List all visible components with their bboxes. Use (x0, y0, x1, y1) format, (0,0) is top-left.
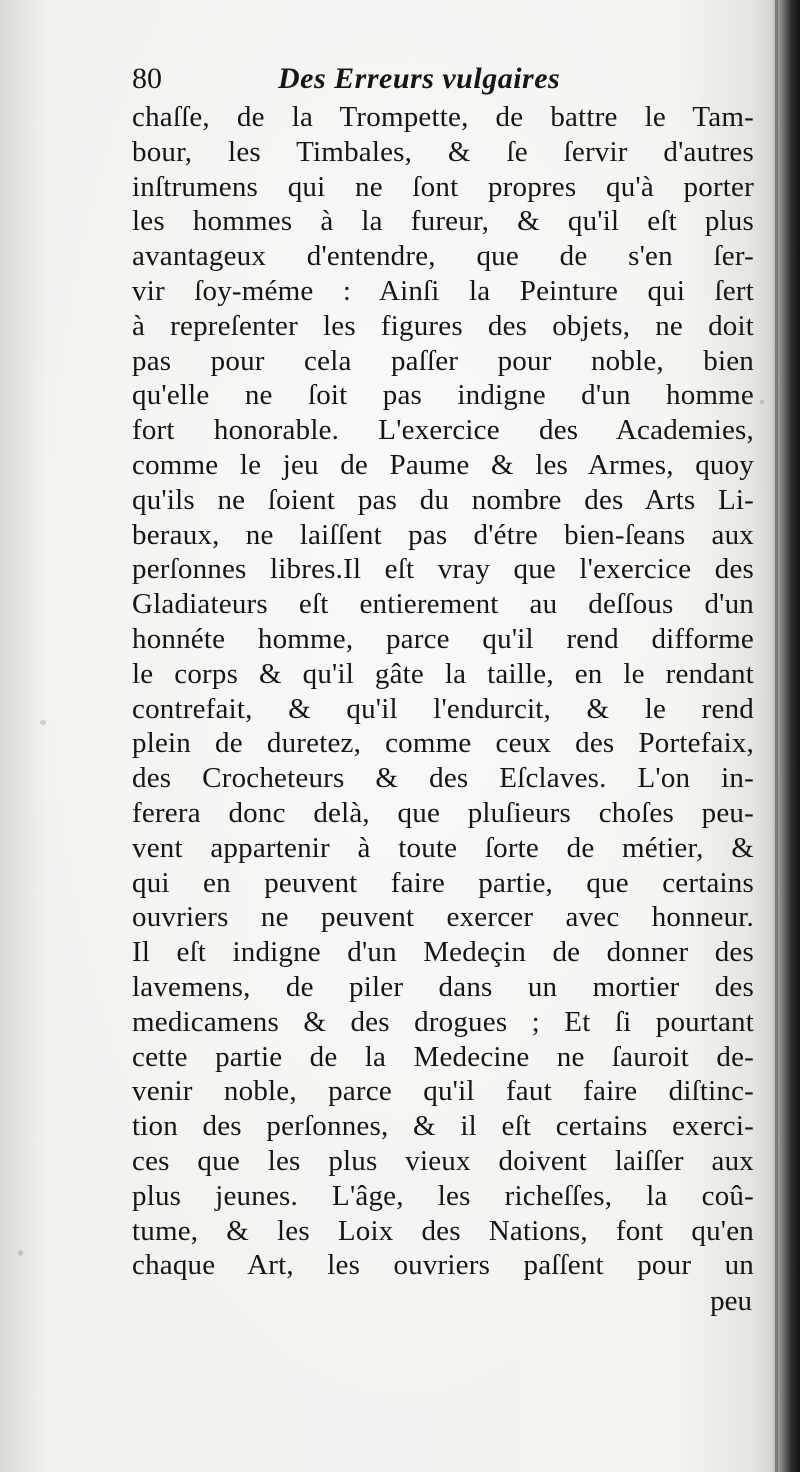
text-line: lavemens, de piler dans un mortier des (132, 970, 754, 1003)
running-header (132, 58, 754, 100)
page-edge-line (775, 0, 778, 1472)
text-line: honnéte homme, parce qu'il rend difforme (132, 622, 754, 655)
text-line: des Crocheteurs & des Eſclaves. L'on in- (132, 762, 754, 795)
text-line: cette partie de la Medecine ne ſauroit de- (132, 1040, 754, 1073)
text-line: plein de duretez, comme ceux des Portefaix, (132, 727, 754, 760)
text-line: le corps & qu'il gâte la taille, en le rendant (132, 657, 754, 690)
text-line: comme le jeu de Paume & les Armes, quoy (132, 448, 754, 481)
text-line: les hommes à la fureur, & qu'il eſt plus (132, 205, 754, 238)
text-line: ouvriers ne peuvent exercer avec honneur. (132, 901, 754, 934)
body-text (132, 100, 754, 1283)
text-line: medicamens & des drogues ; Et ſi pourtant (132, 1005, 754, 1038)
text-line: fort honorable. L'exercice des Academies, (132, 414, 754, 447)
paper-speck (760, 400, 764, 404)
text-line: pas pour cela paſſer pour noble, bien (132, 344, 754, 377)
paper-speck (18, 1250, 23, 1256)
text-line: beraux, ne laiſſent pas d'étre bien-ſeans aux (132, 518, 754, 551)
text-line: bour, les Timbales, & ſe ſervir d'autres (132, 135, 754, 168)
text-line: tume, & les Loix des Nations, font qu'en (132, 1214, 754, 1247)
text-line: plus jeunes. L'âge, les richeſſes, la coû- (132, 1179, 754, 1212)
text-line: perſonnes libres.Il eſt vray que l'exercice des (132, 553, 754, 586)
text-line: chaſſe, de la Trompette, de battre le Tam- (132, 101, 754, 133)
paper-speck (40, 720, 46, 725)
text-line: inſtrumens qui ne ſont propres qu'à porter (132, 170, 754, 203)
book-page (132, 58, 754, 1319)
text-line: contrefait, & qu'il l'endurcit, & le rend (132, 692, 754, 725)
text-line: ferera donc delà, que pluſieurs choſes peu- (132, 796, 754, 829)
text-line: venir noble, parce qu'il faut faire diſtinc- (132, 1075, 754, 1108)
text-line: qu'ils ne ſoient pas du nombre des Arts Li- (132, 483, 754, 516)
text-line: ces que les plus vieux doivent laiſſer aux (132, 1144, 754, 1177)
text-line: qu'elle ne ſoit pas indigne d'un homme (132, 379, 754, 412)
text-line: qui en peuvent faire partie, que certains (132, 866, 754, 899)
page-number: 80 (132, 62, 162, 95)
text-line: vir ſoy-méme : Ainſi la Peinture qui ſert (132, 274, 754, 307)
running-head-title: Des Erreurs vulgaires (278, 62, 561, 95)
text-line: tion des perſonnes, & il eſt certains exerci- (132, 1110, 754, 1143)
catchword: peu (710, 1285, 752, 1318)
text-line: chaque Art, les ouvriers paſſent pour un (132, 1249, 754, 1282)
text-line: Il eſt indigne d'un Medeçin de donner des (132, 936, 754, 969)
text-line: à repreſenter les figures des objets, ne doit (132, 309, 754, 342)
text-line: Gladiateurs eſt entierement au deſſous d'un (132, 588, 754, 621)
text-line: vent appartenir à toute ſorte de métier, & (132, 831, 754, 864)
text-line: avantageux d'entendre, que de s'en ſer- (132, 240, 754, 273)
